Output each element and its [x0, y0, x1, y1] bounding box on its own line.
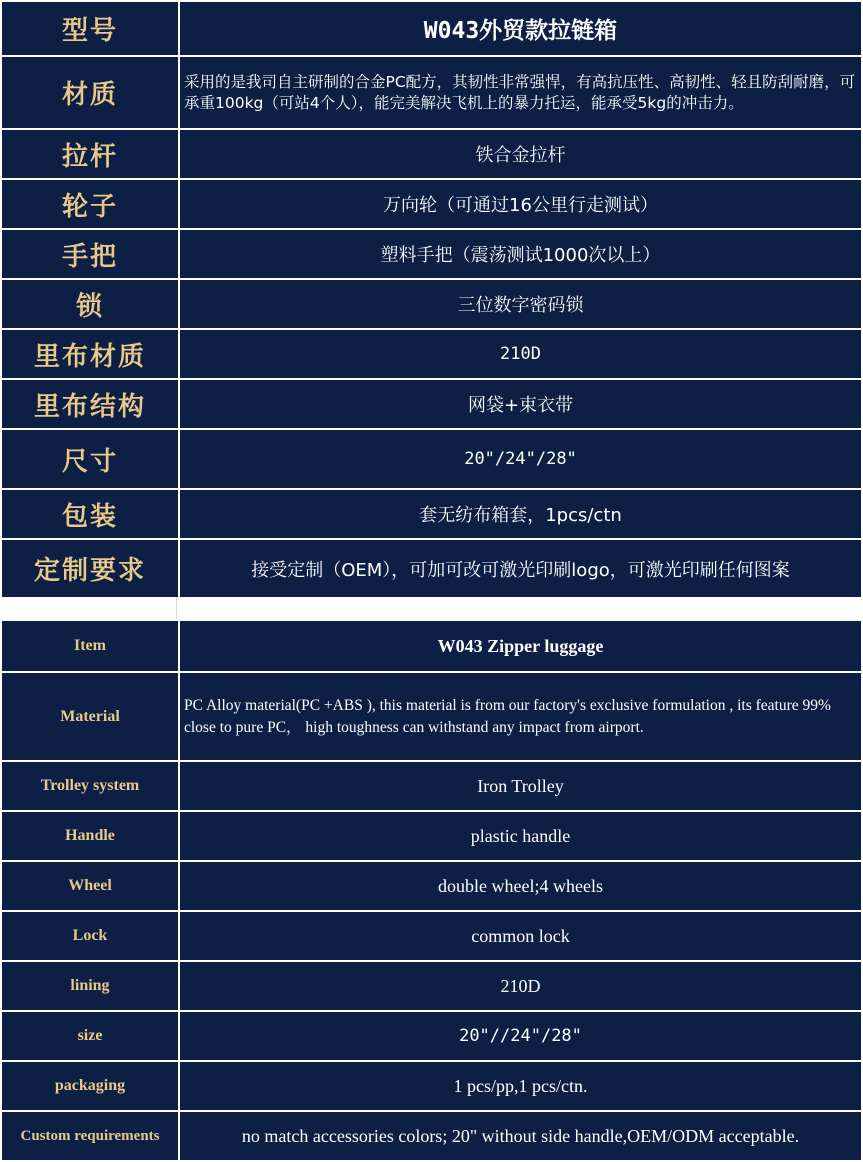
table-row	[1, 861, 862, 911]
row-value-lining-structure: 网袋+束衣带	[179, 379, 862, 429]
row-label-size: 尺寸	[1, 429, 179, 489]
english-spec-table	[0, 619, 863, 1162]
row-value-wheels: 万向轮（可通过16公里行走测试）	[179, 179, 862, 229]
row-value-lock: 三位数字密码锁	[179, 279, 862, 329]
row-value-item: W043 Zipper luggage	[179, 620, 862, 672]
row-label-wheels: 轮子	[1, 179, 179, 229]
row-label-lock: 锁	[1, 279, 179, 329]
row-value-handle: plastic handle	[179, 811, 862, 861]
table-row	[1, 1061, 862, 1111]
table-row	[1, 1011, 862, 1061]
table-row	[1, 761, 862, 811]
row-value-customization: 接受定制（OEM），可加可改可激光印刷logo，可激光印刷任何图案	[179, 539, 862, 598]
table-row	[1, 179, 862, 229]
table-row	[1, 811, 862, 861]
row-label-handle: Handle	[1, 811, 179, 861]
row-value-custom-requirements: no match accessories colors; 20" without side handle,OEM/ODM acceptable.	[179, 1111, 862, 1161]
row-value-wheel: double wheel;4 wheels	[179, 861, 862, 911]
table-row	[1, 672, 862, 761]
row-value-packaging: 1 pcs/pp,1 pcs/ctn.	[179, 1061, 862, 1111]
row-value-lock: common lock	[179, 911, 862, 961]
row-value-size: 20"/24"/28"	[179, 429, 862, 489]
row-label-packaging: 包装	[1, 489, 179, 539]
table-row	[1, 489, 862, 539]
row-value-model: W043外贸款拉链箱	[179, 1, 862, 56]
row-value-lining: 210D	[179, 961, 862, 1011]
row-label-handle: 手把	[1, 229, 179, 279]
row-label-trolley: 拉杆	[1, 129, 179, 179]
table-row	[1, 379, 862, 429]
table-row	[1, 620, 862, 672]
table-row	[1, 56, 862, 129]
row-value-size: 20"//24"/28"	[179, 1011, 862, 1061]
spacer-divider	[176, 597, 177, 619]
row-value-material: PC Alloy material(PC +ABS ), this material is from our factory's exclusive formulation , its feature 99% close to pure PC， high toughness can withstand any impact from airport.	[179, 672, 862, 761]
table-row	[1, 329, 862, 379]
row-label-size: size	[1, 1011, 179, 1061]
row-label-lining-structure: 里布结构	[1, 379, 179, 429]
row-value-packaging: 套无纺布箱套，1pcs/ctn	[179, 489, 862, 539]
table-row	[1, 429, 862, 489]
table-row	[1, 539, 862, 598]
table-row	[1, 129, 862, 179]
row-value-trolley: 铁合金拉杆	[179, 129, 862, 179]
row-label-lining-material: 里布材质	[1, 329, 179, 379]
row-label-wheel: Wheel	[1, 861, 179, 911]
table-row	[1, 911, 862, 961]
row-value-material: 采用的是我司自主研制的合金PC配方，其韧性非常强悍，有高抗压性、高韧性、轻且防刮耐磨，可承重100kg（可站4个人），能完美解决飞机上的暴力托运，能承受5kg的冲击力。	[179, 56, 862, 129]
table-row	[1, 961, 862, 1011]
row-value-trolley-system: Iron Trolley	[179, 761, 862, 811]
row-label-material: 材质	[1, 56, 179, 129]
row-label-item: Item	[1, 620, 179, 672]
row-label-packaging: packaging	[1, 1061, 179, 1111]
row-label-custom-requirements: Custom requirements	[1, 1111, 179, 1161]
row-label-model: 型号	[1, 1, 179, 56]
table-row	[1, 229, 862, 279]
table-row	[1, 279, 862, 329]
table-row	[1, 1, 862, 56]
row-label-trolley-system: Trolley system	[1, 761, 179, 811]
table-row	[1, 1111, 862, 1161]
row-label-material: Material	[1, 672, 179, 761]
row-value-handle: 塑料手把（震荡测试1000次以上）	[179, 229, 862, 279]
table-spacer	[0, 597, 863, 619]
row-value-lining-material: 210D	[179, 329, 862, 379]
row-label-lock: Lock	[1, 911, 179, 961]
row-label-customization: 定制要求	[1, 539, 179, 598]
row-label-lining: lining	[1, 961, 179, 1011]
